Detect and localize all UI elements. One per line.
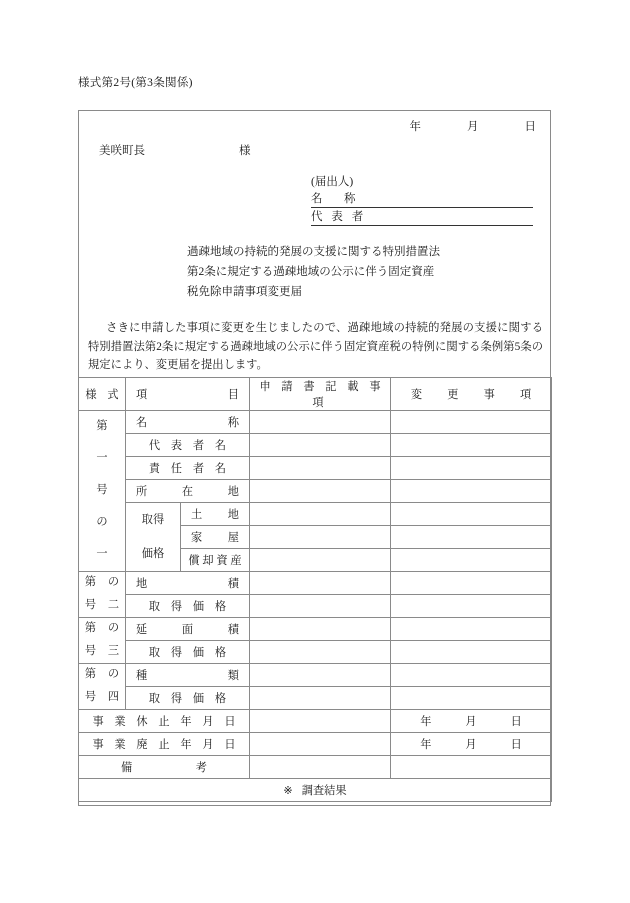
change-items-table bbox=[78, 377, 552, 802]
item-label-type: 種 類 bbox=[126, 664, 250, 687]
title-line-2: 第2条に規定する過疎地域の公示に伴う固定資産 bbox=[187, 266, 435, 278]
title-line-1: 過疎地域の持続的発展の支援に関する特別措置法 bbox=[187, 246, 440, 258]
submitter-representative-input[interactable] bbox=[369, 210, 533, 225]
application-cell[interactable] bbox=[250, 457, 391, 480]
application-cell[interactable] bbox=[250, 595, 391, 618]
item-label-total-floor-area: 延 面 積 bbox=[126, 618, 250, 641]
change-cell[interactable] bbox=[391, 549, 552, 572]
body-paragraph-text: さきに申請した事項に変更を生じましたので、過疎地域の持続的発展の支援に関する特別措置法第2条に規定する過疎地域の公示に伴う固定資産税の特例に関する条例第5条の規定により、変更届を提出します。 bbox=[88, 322, 543, 371]
application-cell[interactable] bbox=[250, 572, 391, 595]
item-label-name: 名 称 bbox=[126, 411, 250, 434]
header-change: 変 更 事 項 bbox=[391, 378, 552, 411]
date-line bbox=[410, 118, 537, 134]
table-row bbox=[79, 480, 552, 503]
item-label-building: 家 屋 bbox=[181, 526, 250, 549]
group-label-ichi-no-yon: 第 の 号 四 bbox=[79, 664, 126, 710]
application-cell[interactable] bbox=[250, 641, 391, 664]
item-label-business-suspension-date: 事 業 休 止 年 月 日 bbox=[79, 710, 250, 733]
table-row bbox=[79, 687, 552, 710]
application-cell[interactable] bbox=[250, 549, 391, 572]
header-item-first: 項 bbox=[136, 389, 148, 401]
group-label-ichi-no-ni: 第 の 号 二 bbox=[79, 572, 126, 618]
table-row bbox=[79, 411, 552, 434]
survey-result-label: 調査結果 bbox=[301, 785, 347, 797]
date-day-label: 日 bbox=[524, 121, 536, 133]
item-label-acquisition-price-3: 取 得 価 格 bbox=[126, 641, 250, 664]
date-month-label: 月 bbox=[467, 121, 479, 133]
body-paragraph bbox=[88, 319, 543, 375]
addressee-honorific: 様 bbox=[239, 145, 251, 157]
change-cell-abolition-date[interactable]: 年 月 日 bbox=[391, 733, 552, 756]
change-cell-suspension-date[interactable]: 年 月 日 bbox=[391, 710, 552, 733]
change-cell[interactable] bbox=[391, 664, 552, 687]
submitter-heading: (届出人) bbox=[311, 176, 354, 188]
application-cell[interactable] bbox=[250, 618, 391, 641]
table-row bbox=[79, 779, 552, 802]
item-label-remarks: 備 考 bbox=[79, 756, 250, 779]
item-label-depreciable-assets: 償 却 資 産 bbox=[181, 549, 250, 572]
header-application: 申 請 書 記 載 事 項 bbox=[250, 378, 391, 411]
addressee-name: 美咲町長 bbox=[99, 145, 145, 157]
change-cell[interactable] bbox=[391, 641, 552, 664]
header-kind: 様 式 bbox=[79, 378, 126, 411]
document-title bbox=[187, 242, 440, 302]
table-row bbox=[79, 618, 552, 641]
title-line-3: 税免除申請事項変更届 bbox=[187, 286, 302, 298]
application-cell[interactable] bbox=[250, 687, 391, 710]
form-number-caption: 様式第2号(第3条関係) bbox=[78, 77, 193, 89]
change-cell[interactable] bbox=[391, 687, 552, 710]
change-cell[interactable] bbox=[391, 457, 552, 480]
change-cell[interactable] bbox=[391, 618, 552, 641]
application-cell[interactable] bbox=[250, 411, 391, 434]
form-outer-frame bbox=[78, 110, 551, 806]
change-cell[interactable] bbox=[391, 503, 552, 526]
item-label-location: 所 在 地 bbox=[126, 480, 250, 503]
table-row bbox=[79, 641, 552, 664]
change-cell[interactable] bbox=[391, 480, 552, 503]
change-cell[interactable] bbox=[391, 572, 552, 595]
change-cell[interactable] bbox=[391, 526, 552, 549]
submitter-name-label: 名 称 bbox=[311, 193, 361, 205]
item-label-representative-name: 代 表 者 名 bbox=[126, 434, 250, 457]
addressee-line bbox=[99, 142, 251, 158]
change-cell[interactable] bbox=[391, 434, 552, 457]
application-cell[interactable] bbox=[250, 664, 391, 687]
submitter-name-input[interactable] bbox=[366, 192, 534, 207]
table-row bbox=[79, 733, 552, 756]
table-header-row bbox=[79, 378, 552, 411]
header-item-last: 目 bbox=[227, 389, 239, 401]
table-row bbox=[79, 572, 552, 595]
submitter-representative-label: 代 表 者 bbox=[311, 211, 367, 223]
application-cell-remarks[interactable] bbox=[250, 756, 391, 779]
change-cell[interactable] bbox=[391, 411, 552, 434]
table-row bbox=[79, 664, 552, 687]
table-row bbox=[79, 434, 552, 457]
table-row bbox=[79, 710, 552, 733]
table-row bbox=[79, 503, 552, 526]
application-cell[interactable] bbox=[250, 733, 391, 756]
change-cell[interactable] bbox=[391, 595, 552, 618]
item-label-land: 土 地 bbox=[181, 503, 250, 526]
group-label-ichi-no-ichi: 第 一 号 の 一 bbox=[79, 411, 126, 572]
subgroup-label-acquisition-price: 取得 価格 bbox=[126, 503, 181, 572]
table-row bbox=[79, 457, 552, 480]
submitter-representative-row bbox=[311, 210, 533, 226]
table-row bbox=[79, 756, 552, 779]
application-cell[interactable] bbox=[250, 526, 391, 549]
item-label-acquisition-price-2: 取 得 価 格 bbox=[126, 595, 250, 618]
application-cell[interactable] bbox=[250, 710, 391, 733]
survey-mark: ※ bbox=[283, 785, 293, 797]
group-label-ichi-no-san: 第 の 号 三 bbox=[79, 618, 126, 664]
item-label-land-area: 地 積 bbox=[126, 572, 250, 595]
submitter-block bbox=[311, 173, 533, 228]
date-year-label: 年 bbox=[409, 121, 421, 133]
header-item bbox=[126, 378, 250, 411]
application-cell[interactable] bbox=[250, 480, 391, 503]
application-cell[interactable] bbox=[250, 434, 391, 457]
item-label-acquisition-price-4: 取 得 価 格 bbox=[126, 687, 250, 710]
table-row bbox=[79, 595, 552, 618]
item-label-business-abolition-date: 事 業 廃 止 年 月 日 bbox=[79, 733, 250, 756]
submitter-name-row bbox=[311, 192, 533, 208]
survey-result-row[interactable] bbox=[79, 779, 552, 802]
item-label-responsible-name: 責 任 者 名 bbox=[126, 457, 250, 480]
application-cell[interactable] bbox=[250, 503, 391, 526]
change-cell-remarks[interactable] bbox=[391, 756, 552, 779]
